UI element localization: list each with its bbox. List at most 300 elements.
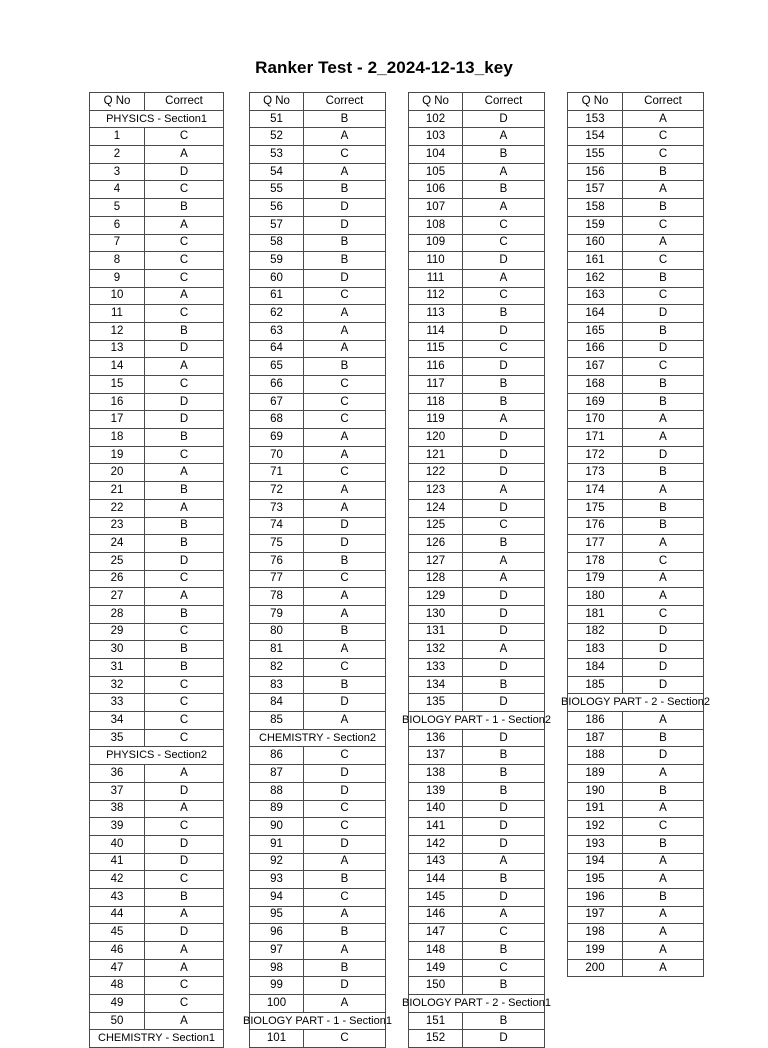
answer-row <box>409 535 545 553</box>
answer-row <box>90 1012 224 1030</box>
question-number: 193 <box>568 835 623 853</box>
correct-answer: D <box>463 694 545 712</box>
correct-answer: A <box>623 906 704 924</box>
question-number: 166 <box>568 340 623 358</box>
answer-row <box>250 411 386 429</box>
correct-answer: A <box>304 942 386 960</box>
question-number: 175 <box>568 499 623 517</box>
correct-answer: C <box>304 146 386 164</box>
question-number: 86 <box>250 747 304 765</box>
correct-answer: D <box>623 641 704 659</box>
answer-row <box>409 623 545 641</box>
answer-row <box>90 835 224 853</box>
correct-answer: D <box>463 252 545 270</box>
question-number: 116 <box>409 358 463 376</box>
correct-answer: B <box>145 641 224 659</box>
correct-answer: C <box>145 995 224 1013</box>
correct-answer: D <box>145 552 224 570</box>
question-number: 101 <box>250 1030 304 1048</box>
correct-answer: D <box>463 446 545 464</box>
question-number: 186 <box>568 712 623 730</box>
answer-row <box>250 747 386 765</box>
answer-row <box>250 535 386 553</box>
question-number: 137 <box>409 747 463 765</box>
correct-answer: B <box>145 605 224 623</box>
answer-row <box>409 199 545 217</box>
answer-row <box>250 906 386 924</box>
question-number: 51 <box>250 110 304 128</box>
correct-answer: D <box>463 429 545 447</box>
correct-answer: C <box>623 128 704 146</box>
answer-row <box>250 641 386 659</box>
correct-answer: A <box>623 924 704 942</box>
correct-answer: C <box>304 376 386 394</box>
section-row <box>90 1030 224 1048</box>
answer-row <box>90 977 224 995</box>
correct-answer: A <box>304 605 386 623</box>
answer-row <box>90 959 224 977</box>
answer-row <box>409 782 545 800</box>
question-number: 57 <box>250 216 304 234</box>
answer-row <box>90 517 224 535</box>
question-number: 167 <box>568 358 623 376</box>
correct-answer: B <box>145 482 224 500</box>
correct-answer: C <box>304 659 386 677</box>
question-number: 191 <box>568 800 623 818</box>
correct-answer: B <box>145 535 224 553</box>
correct-answer: C <box>145 729 224 747</box>
question-number: 164 <box>568 305 623 323</box>
answer-row <box>409 411 545 429</box>
correct-answer: D <box>304 835 386 853</box>
section-row <box>409 995 545 1013</box>
header-row <box>568 93 704 111</box>
question-number: 66 <box>250 376 304 394</box>
question-number: 34 <box>90 712 145 730</box>
answer-row <box>568 535 704 553</box>
qno-header: Q No <box>250 93 304 111</box>
question-number: 42 <box>90 871 145 889</box>
answer-key-table-1 <box>89 92 224 1048</box>
correct-answer: D <box>145 163 224 181</box>
question-number: 162 <box>568 269 623 287</box>
correct-answer: A <box>304 906 386 924</box>
question-number: 89 <box>250 800 304 818</box>
question-number: 168 <box>568 376 623 394</box>
correct-answer: D <box>623 623 704 641</box>
correct-answer: A <box>463 570 545 588</box>
answer-key-table-3 <box>402 92 551 1048</box>
question-number: 115 <box>409 340 463 358</box>
correct-answer: A <box>623 482 704 500</box>
correct-answer: B <box>304 358 386 376</box>
question-number: 77 <box>250 570 304 588</box>
answer-row <box>568 163 704 181</box>
answer-row <box>90 482 224 500</box>
question-number: 149 <box>409 959 463 977</box>
correct-answer: C <box>145 676 224 694</box>
answer-row <box>90 376 224 394</box>
answer-row <box>250 482 386 500</box>
correct-answer: A <box>463 641 545 659</box>
answer-row <box>568 623 704 641</box>
answer-row <box>409 659 545 677</box>
answer-row <box>568 128 704 146</box>
question-number: 55 <box>250 181 304 199</box>
question-number: 157 <box>568 181 623 199</box>
answer-row <box>90 552 224 570</box>
correct-answer: B <box>145 659 224 677</box>
question-number: 85 <box>250 712 304 730</box>
question-number: 70 <box>250 446 304 464</box>
answer-row <box>409 252 545 270</box>
question-number: 81 <box>250 641 304 659</box>
answer-row <box>568 924 704 942</box>
question-number: 62 <box>250 305 304 323</box>
question-number: 183 <box>568 641 623 659</box>
question-number: 145 <box>409 888 463 906</box>
question-number: 142 <box>409 835 463 853</box>
question-number: 72 <box>250 482 304 500</box>
question-number: 13 <box>90 340 145 358</box>
correct-answer: C <box>145 712 224 730</box>
section-label <box>402 995 551 1013</box>
question-number: 21 <box>90 482 145 500</box>
answer-row <box>250 393 386 411</box>
question-number: 110 <box>409 252 463 270</box>
correct-answer: D <box>463 1030 545 1048</box>
answer-row <box>250 252 386 270</box>
correct-answer: A <box>623 800 704 818</box>
answer-row <box>250 128 386 146</box>
answer-row <box>90 146 224 164</box>
correct-answer: B <box>623 269 704 287</box>
section-row <box>568 694 704 712</box>
question-number: 158 <box>568 199 623 217</box>
correct-answer: A <box>304 853 386 871</box>
question-number: 22 <box>90 499 145 517</box>
correct-answer: C <box>304 747 386 765</box>
question-number: 131 <box>409 623 463 641</box>
correct-answer: B <box>304 623 386 641</box>
answer-row <box>90 464 224 482</box>
question-number: 105 <box>409 163 463 181</box>
question-number: 150 <box>409 977 463 995</box>
question-number: 38 <box>90 800 145 818</box>
question-number: 73 <box>250 499 304 517</box>
section-label-text: BIOLOGY PART - 1 - Section2 <box>402 713 551 726</box>
question-number: 182 <box>568 623 623 641</box>
answer-row <box>90 694 224 712</box>
correct-answer: B <box>623 782 704 800</box>
question-number: 125 <box>409 517 463 535</box>
correct-answer: C <box>145 694 224 712</box>
correct-answer: C <box>145 376 224 394</box>
section-label <box>250 729 386 747</box>
correct-answer: D <box>623 747 704 765</box>
correct-answer: C <box>145 623 224 641</box>
answer-row <box>568 305 704 323</box>
question-number: 26 <box>90 570 145 588</box>
answer-row <box>568 181 704 199</box>
answer-row <box>250 977 386 995</box>
correct-answer: D <box>463 888 545 906</box>
correct-answer: B <box>463 181 545 199</box>
question-number: 63 <box>250 322 304 340</box>
answer-row <box>250 499 386 517</box>
answer-row <box>90 535 224 553</box>
correct-answer: C <box>463 517 545 535</box>
answer-row <box>409 464 545 482</box>
question-number: 113 <box>409 305 463 323</box>
answer-row <box>409 305 545 323</box>
question-number: 156 <box>568 163 623 181</box>
question-number: 143 <box>409 853 463 871</box>
question-number: 29 <box>90 623 145 641</box>
question-number: 2 <box>90 146 145 164</box>
question-number: 123 <box>409 482 463 500</box>
answer-row <box>568 340 704 358</box>
correct-answer: D <box>304 782 386 800</box>
answer-row <box>250 924 386 942</box>
correct-answer: A <box>304 712 386 730</box>
correct-answer: B <box>623 888 704 906</box>
correct-answer: D <box>145 411 224 429</box>
correct-answer: C <box>623 818 704 836</box>
question-number: 37 <box>90 782 145 800</box>
correct-answer: A <box>463 269 545 287</box>
question-number: 27 <box>90 588 145 606</box>
correct-answer: D <box>463 464 545 482</box>
question-number: 179 <box>568 570 623 588</box>
correct-answer: A <box>623 429 704 447</box>
question-number: 171 <box>568 429 623 447</box>
correct-answer: A <box>145 959 224 977</box>
answer-row <box>568 712 704 730</box>
correct-answer: D <box>623 659 704 677</box>
answer-row <box>90 446 224 464</box>
correct-answer: C <box>463 216 545 234</box>
question-number: 60 <box>250 269 304 287</box>
correct-answer: D <box>145 340 224 358</box>
answer-row <box>568 269 704 287</box>
question-number: 107 <box>409 199 463 217</box>
correct-answer: C <box>623 287 704 305</box>
correct-answer: A <box>304 322 386 340</box>
answer-row <box>90 712 224 730</box>
question-number: 199 <box>568 942 623 960</box>
correct-answer: B <box>463 146 545 164</box>
correct-answer: C <box>145 128 224 146</box>
correct-answer: D <box>463 358 545 376</box>
correct-answer: C <box>145 305 224 323</box>
question-number: 165 <box>568 322 623 340</box>
question-number: 139 <box>409 782 463 800</box>
question-number: 56 <box>250 199 304 217</box>
correct-answer: A <box>145 287 224 305</box>
answer-row <box>90 605 224 623</box>
answer-row <box>409 747 545 765</box>
question-number: 196 <box>568 888 623 906</box>
question-number: 174 <box>568 482 623 500</box>
correct-answer: B <box>145 888 224 906</box>
answer-row <box>409 181 545 199</box>
answer-row <box>409 871 545 889</box>
correct-answer: A <box>623 853 704 871</box>
question-number: 147 <box>409 924 463 942</box>
correct-answer: B <box>623 517 704 535</box>
answer-row <box>90 729 224 747</box>
correct-answer: D <box>463 623 545 641</box>
question-number: 46 <box>90 942 145 960</box>
answer-row <box>90 782 224 800</box>
correct-answer: B <box>463 782 545 800</box>
correct-answer: B <box>304 181 386 199</box>
question-number: 130 <box>409 605 463 623</box>
answer-row <box>409 128 545 146</box>
correct-answer: D <box>463 605 545 623</box>
answer-row <box>250 588 386 606</box>
correct-answer: A <box>304 340 386 358</box>
correct-answer: A <box>463 199 545 217</box>
question-number: 200 <box>568 959 623 977</box>
section-label <box>402 712 551 730</box>
correct-answer: A <box>145 358 224 376</box>
answer-row <box>568 199 704 217</box>
section-label <box>561 694 710 712</box>
answer-row <box>409 729 545 747</box>
answer-row <box>250 959 386 977</box>
answer-row <box>409 977 545 995</box>
correct-answer: C <box>304 393 386 411</box>
question-number: 3 <box>90 163 145 181</box>
correct-answer: B <box>304 924 386 942</box>
answer-row <box>90 234 224 252</box>
question-number: 20 <box>90 464 145 482</box>
answer-row <box>250 199 386 217</box>
answer-row <box>90 765 224 783</box>
correct-answer: A <box>145 800 224 818</box>
correct-answer: D <box>304 199 386 217</box>
answer-row <box>568 888 704 906</box>
answer-row <box>250 570 386 588</box>
answer-row <box>409 765 545 783</box>
question-number: 50 <box>90 1012 145 1030</box>
correct-answer: D <box>623 676 704 694</box>
correct-answer: D <box>145 393 224 411</box>
correct-answer: D <box>304 269 386 287</box>
correct-answer: A <box>145 1012 224 1030</box>
answer-row <box>568 146 704 164</box>
question-number: 96 <box>250 924 304 942</box>
answer-row <box>90 163 224 181</box>
answer-row <box>568 747 704 765</box>
section-label-text: BIOLOGY PART - 2 - Section2 <box>561 696 710 709</box>
correct-answer: B <box>304 959 386 977</box>
question-number: 16 <box>90 393 145 411</box>
answer-row <box>409 853 545 871</box>
answer-row <box>568 729 704 747</box>
answer-row <box>568 446 704 464</box>
answer-row <box>90 888 224 906</box>
page-title: Ranker Test - 2_2024-12-13_key <box>255 58 513 77</box>
answer-row <box>250 287 386 305</box>
correct-answer: C <box>463 340 545 358</box>
question-number: 160 <box>568 234 623 252</box>
correct-answer: C <box>304 888 386 906</box>
answer-row <box>250 712 386 730</box>
question-number: 76 <box>250 552 304 570</box>
answer-row <box>409 570 545 588</box>
answer-row <box>90 906 224 924</box>
correct-answer: D <box>304 535 386 553</box>
correct-answer: A <box>145 464 224 482</box>
answer-row <box>409 605 545 623</box>
question-number: 64 <box>250 340 304 358</box>
correct-answer: A <box>304 499 386 517</box>
question-number: 121 <box>409 446 463 464</box>
correct-answer: C <box>145 234 224 252</box>
correct-answer: A <box>145 216 224 234</box>
question-number: 136 <box>409 729 463 747</box>
question-number: 170 <box>568 411 623 429</box>
correct-answer: B <box>623 464 704 482</box>
question-number: 99 <box>250 977 304 995</box>
question-number: 153 <box>568 110 623 128</box>
correct-answer: A <box>623 959 704 977</box>
section-label <box>90 110 224 128</box>
question-number: 80 <box>250 623 304 641</box>
answer-row <box>250 659 386 677</box>
correct-answer: A <box>623 110 704 128</box>
correct-answer: B <box>623 835 704 853</box>
correct-answer: A <box>304 641 386 659</box>
correct-answer: A <box>145 906 224 924</box>
answer-row <box>90 287 224 305</box>
question-number: 88 <box>250 782 304 800</box>
answer-row <box>250 234 386 252</box>
qno-header: Q No <box>568 93 623 111</box>
correct-answer: B <box>304 252 386 270</box>
question-number: 126 <box>409 535 463 553</box>
answer-row <box>568 782 704 800</box>
correct-answer: A <box>463 906 545 924</box>
question-number: 151 <box>409 1012 463 1030</box>
question-number: 69 <box>250 429 304 447</box>
answer-row <box>90 659 224 677</box>
answer-row <box>568 942 704 960</box>
answer-row <box>250 995 386 1013</box>
question-number: 48 <box>90 977 145 995</box>
answer-row <box>568 499 704 517</box>
section-label-text: PHYSICS - Section1 <box>106 112 207 125</box>
section-label-text: BIOLOGY PART - 1 - Section1 <box>243 1014 392 1027</box>
answer-row <box>409 163 545 181</box>
question-number: 12 <box>90 322 145 340</box>
correct-answer: B <box>623 499 704 517</box>
question-number: 15 <box>90 376 145 394</box>
correct-answer: B <box>463 305 545 323</box>
answer-row <box>250 163 386 181</box>
question-number: 8 <box>90 252 145 270</box>
question-number: 49 <box>90 995 145 1013</box>
correct-answer: C <box>304 570 386 588</box>
answer-row <box>568 659 704 677</box>
correct-answer: C <box>304 287 386 305</box>
question-number: 146 <box>409 906 463 924</box>
answer-row <box>568 676 704 694</box>
correct-answer: D <box>623 340 704 358</box>
